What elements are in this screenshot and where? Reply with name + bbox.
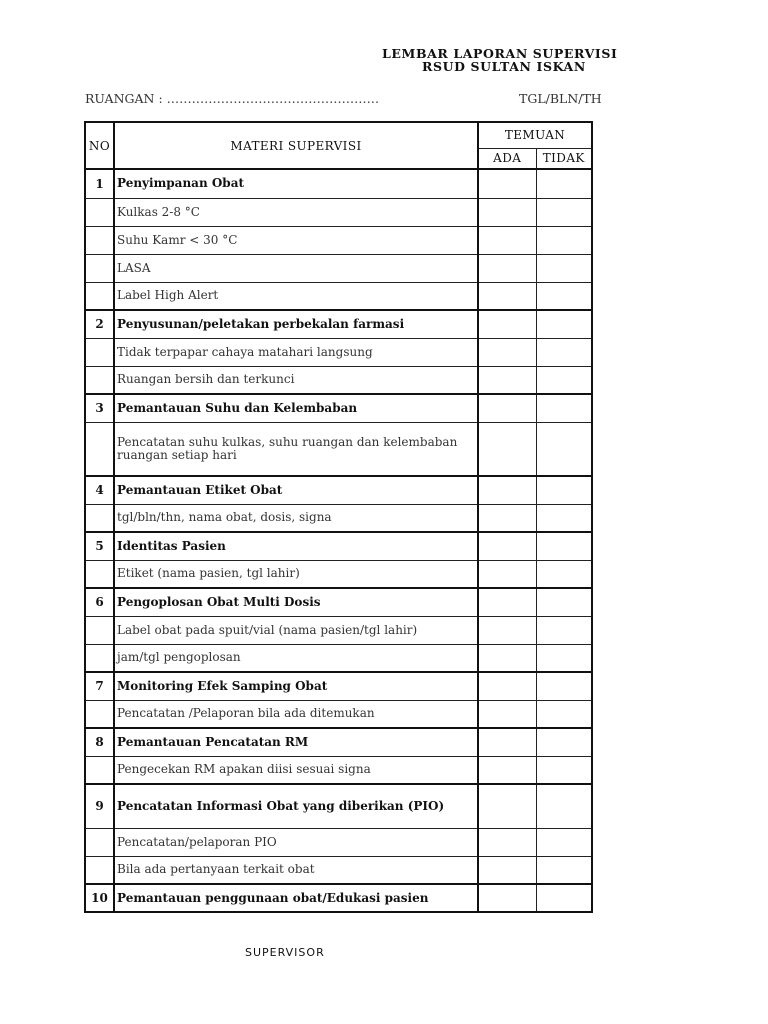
row-number [85,254,114,282]
tidak-cell[interactable] [536,616,592,644]
row-number: 1 [85,169,114,198]
table-row [85,756,592,784]
tidak-cell[interactable] [536,884,592,912]
table-row [85,394,592,422]
table-row [85,616,592,644]
row-number [85,756,114,784]
tidak-cell[interactable] [536,338,592,366]
ada-cell[interactable] [478,560,536,588]
ada-cell[interactable] [478,532,536,560]
tidak-cell[interactable] [536,504,592,532]
section-heading: Pemantauan Etiket Obat [114,476,478,504]
checklist-item: Kulkas 2-8 °C [114,198,478,226]
ada-cell[interactable] [478,282,536,310]
row-number [85,700,114,728]
table-row [85,338,592,366]
no-header: NO [85,122,114,169]
table-row [85,560,592,588]
row-number [85,226,114,254]
checklist-item: Ruangan bersih dan terkunci [114,366,478,394]
table-row [85,504,592,532]
ada-cell[interactable] [478,616,536,644]
row-number: 6 [85,588,114,616]
checklist-item: Pencatatan suhu kulkas, suhu ruangan dan kelembaban ruangan setiap hari [114,422,478,476]
tidak-cell[interactable] [536,784,592,828]
table-row [85,226,592,254]
ada-cell[interactable] [478,644,536,672]
row-number [85,198,114,226]
form-title: LEMBAR LAPORAN SUPERVISI [382,46,618,61]
row-number: 10 [85,884,114,912]
tidak-cell[interactable] [536,394,592,422]
table-row [85,856,592,884]
table-row [85,282,592,310]
ada-cell[interactable] [478,310,536,338]
checklist-item: tgl/bln/thn, nama obat, dosis, signa [114,504,478,532]
row-number: 7 [85,672,114,700]
checklist-item: LASA [114,254,478,282]
table-body [85,169,592,912]
section-heading: Pemantauan Pencatatan RM [114,728,478,756]
section-heading: Monitoring Efek Samping Obat [114,672,478,700]
row-number: 4 [85,476,114,504]
section-heading: Pencatatan Informasi Obat yang diberikan (PIO) [114,784,478,828]
tidak-cell[interactable] [536,828,592,856]
table-row [85,310,592,338]
tidak-cell[interactable] [536,422,592,476]
tidak-cell[interactable] [536,644,592,672]
tidak-cell[interactable] [536,226,592,254]
table-row [85,366,592,394]
checklist-item: Pencatatan/pelaporan PIO [114,828,478,856]
materi-header: MATERI SUPERVISI [114,122,478,169]
row-number [85,338,114,366]
table-row [85,532,592,560]
checklist-item: Label High Alert [114,282,478,310]
ada-cell[interactable] [478,254,536,282]
row-number: 2 [85,310,114,338]
tidak-cell[interactable] [536,672,592,700]
tidak-cell[interactable] [536,588,592,616]
ada-cell[interactable] [478,422,536,476]
table-row [85,828,592,856]
row-number: 3 [85,394,114,422]
row-number [85,504,114,532]
tidak-cell[interactable] [536,282,592,310]
ada-cell[interactable] [478,672,536,700]
checklist-item: jam/tgl pengoplosan [114,644,478,672]
row-number [85,282,114,310]
ada-cell[interactable] [478,476,536,504]
section-heading: Penyimpanan Obat [114,169,478,198]
table-row [85,672,592,700]
table-row [85,588,592,616]
supervisor-label: SUPERVISOR [245,946,325,959]
row-number: 8 [85,728,114,756]
row-number [85,616,114,644]
table-row [85,422,592,476]
tidak-cell[interactable] [536,700,592,728]
table-row [85,169,592,198]
row-number [85,828,114,856]
table-row [85,884,592,912]
ada-cell[interactable] [478,226,536,254]
tidak-cell[interactable] [536,366,592,394]
table-row [85,644,592,672]
section-heading: Pemantauan penggunaan obat/Edukasi pasien [114,884,478,912]
hospital-name: RSUD SULTAN ISKAN [422,59,586,74]
tidak-cell[interactable] [536,856,592,884]
tidak-cell[interactable] [536,560,592,588]
checklist-item: Suhu Kamr < 30 °C [114,226,478,254]
checklist-item: Label obat pada spuit/vial (nama pasien/tgl lahir) [114,616,478,644]
row-number: 9 [85,784,114,828]
tidak-cell[interactable] [536,169,592,198]
tidak-header: TIDAK [536,148,592,169]
ada-cell[interactable] [478,700,536,728]
row-number [85,366,114,394]
section-heading: Pengoplosan Obat Multi Dosis [114,588,478,616]
ada-cell[interactable] [478,338,536,366]
tidak-cell[interactable] [536,756,592,784]
section-heading: Pemantauan Suhu dan Kelembaban [114,394,478,422]
checklist-item: Pencatatan /Pelaporan bila ada ditemukan [114,700,478,728]
table-row [85,254,592,282]
tidak-cell[interactable] [536,532,592,560]
tidak-cell[interactable] [536,198,592,226]
ada-cell[interactable] [478,784,536,828]
table-row [85,700,592,728]
ada-cell[interactable] [478,588,536,616]
tidak-cell[interactable] [536,476,592,504]
table-row [85,198,592,226]
ada-cell[interactable] [478,828,536,856]
row-number [85,644,114,672]
checklist-item: Tidak terpapar cahaya matahari langsung [114,338,478,366]
temuan-header: TEMUAN [478,122,592,148]
checklist-item: Pengecekan RM apakan diisi sesuai signa [114,756,478,784]
ada-cell[interactable] [478,366,536,394]
section-heading: Identitas Pasien [114,532,478,560]
ada-cell[interactable] [478,169,536,198]
ada-cell[interactable] [478,504,536,532]
checklist-item: Bila ada pertanyaan terkait obat [114,856,478,884]
row-number [85,856,114,884]
ada-cell[interactable] [478,728,536,756]
table-row [85,728,592,756]
row-number: 5 [85,532,114,560]
table-row [85,784,592,828]
ada-cell[interactable] [478,884,536,912]
ada-cell[interactable] [478,198,536,226]
date-field-label: TGL/BLN/TH [519,91,602,106]
tidak-cell[interactable] [536,728,592,756]
table-row [85,476,592,504]
tidak-cell[interactable] [536,254,592,282]
supervision-table [84,121,593,913]
tidak-cell[interactable] [536,310,592,338]
ada-cell[interactable] [478,394,536,422]
section-heading: Penyusunan/peletakan perbekalan farmasi [114,310,478,338]
row-number [85,560,114,588]
ada-cell[interactable] [478,856,536,884]
ada-header: ADA [478,148,536,169]
ada-cell[interactable] [478,756,536,784]
row-number [85,422,114,476]
checklist-item: Etiket (nama pasien, tgl lahir) [114,560,478,588]
ruangan-field: RUANGAN : …………………………………………… [85,91,380,106]
